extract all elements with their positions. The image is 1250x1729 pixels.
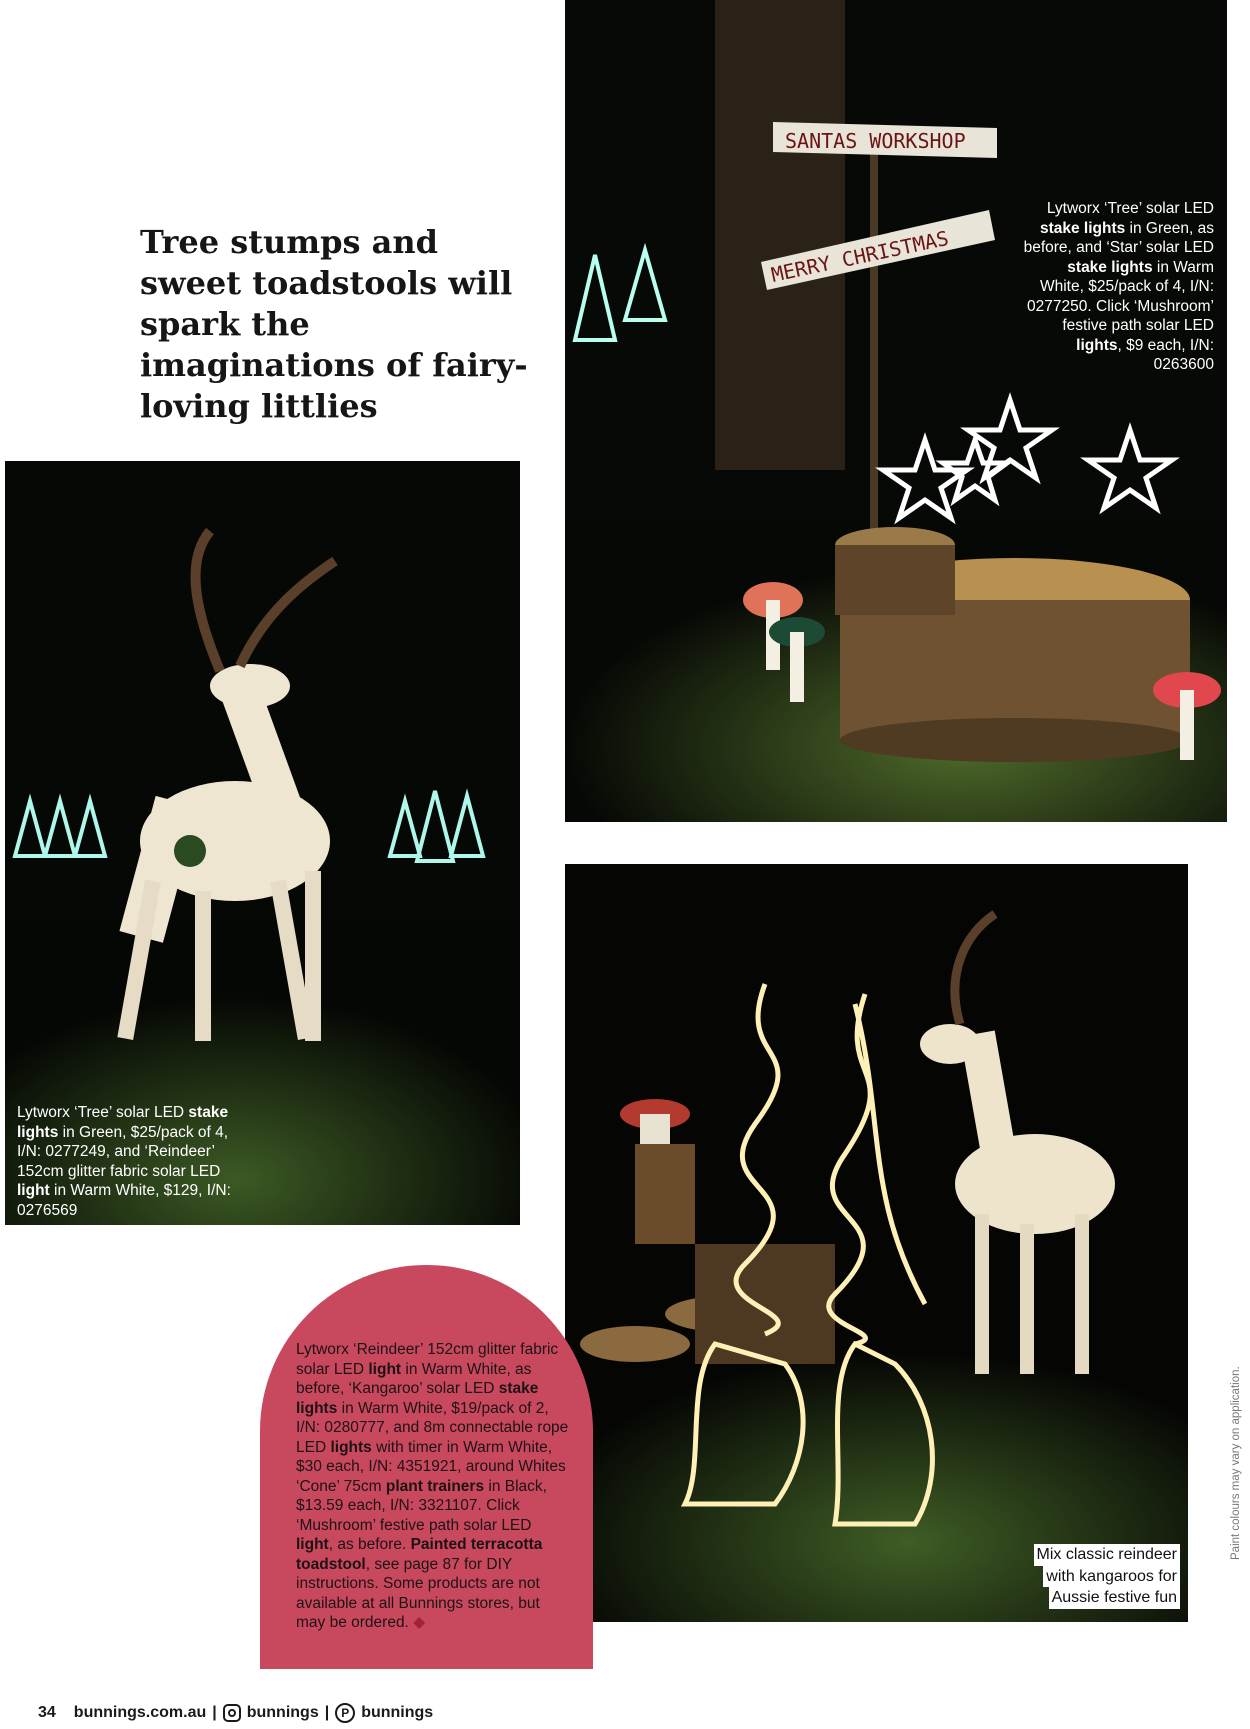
sign-santas-workshop: SANTAS WORKSHOP	[785, 129, 966, 153]
footer-pinterest-handle[interactable]: bunnings	[361, 1704, 434, 1721]
footer-site-link[interactable]: bunnings.com.au	[73, 1704, 207, 1721]
caption-mix-reindeer: Mix classic reindeer with kangaroos for Aussie festive fun	[1034, 1544, 1180, 1609]
sign-merry-christmas: MERRY CHRISTMAS	[769, 225, 951, 287]
caption-reindeer-lights: Lytworx ‘Tree’ solar LED stake lights in Green, $25/pack of 4, I/N: 0277249, and ‘Reindeer’ 152cm glitter fabric solar LED light in Warm White, $129, I/N: 0276569	[17, 1104, 231, 1219]
caption-kangaroo-lights: Lytworx ‘Reindeer’ 152cm glitter fabric solar LED light in Warm White, as before, ‘Kangaroo’ solar LED stake lights in Warm White, $19/pack of 2, I/N: 0280777, and 8m connectable rope LED lights with timer in Warm White, $30 each, I/N: 4351921, around Whites ‘Cone’ 75cm plant trainers in Black, $13.59 each, I/N: 3321107. Click ‘Mushroom’ festive path solar LED light, as before. Painted terracotta toadstool, see page 87 for DIY instructions. Some products are not available at all Bunnings stores, but may be ordered. ◆	[296, 1341, 569, 1631]
end-mark-icon: ◆	[413, 1614, 426, 1631]
page-headline: Tree stumps and sweet toadstools will spark the imaginations of fairy-loving littlies	[140, 223, 528, 425]
page-number: 34	[38, 1704, 56, 1721]
pinterest-icon: P	[335, 1703, 355, 1723]
footer-separator: |	[212, 1704, 217, 1721]
photo-kangaroo-scene	[565, 864, 1188, 1622]
photo-tree-stump-scene	[565, 0, 1227, 822]
caption-star-stake-lights: Lytworx ‘Tree’ solar LED stake lights in Green, as before, and ‘Star’ solar LED stake lights in Warm White, $25/pack of 4, I/N: 0277250. Click ‘Mushroom’ festive path solar LED lights, $9 each, I/N: 0263600	[1023, 200, 1214, 373]
instagram-icon	[223, 1704, 241, 1722]
footer-instagram-handle[interactable]: bunnings	[246, 1704, 319, 1721]
footer-separator: |	[324, 1704, 330, 1721]
page-footer	[38, 1703, 433, 1723]
paint-disclaimer: Paint colours may vary on application.	[1230, 1366, 1242, 1560]
